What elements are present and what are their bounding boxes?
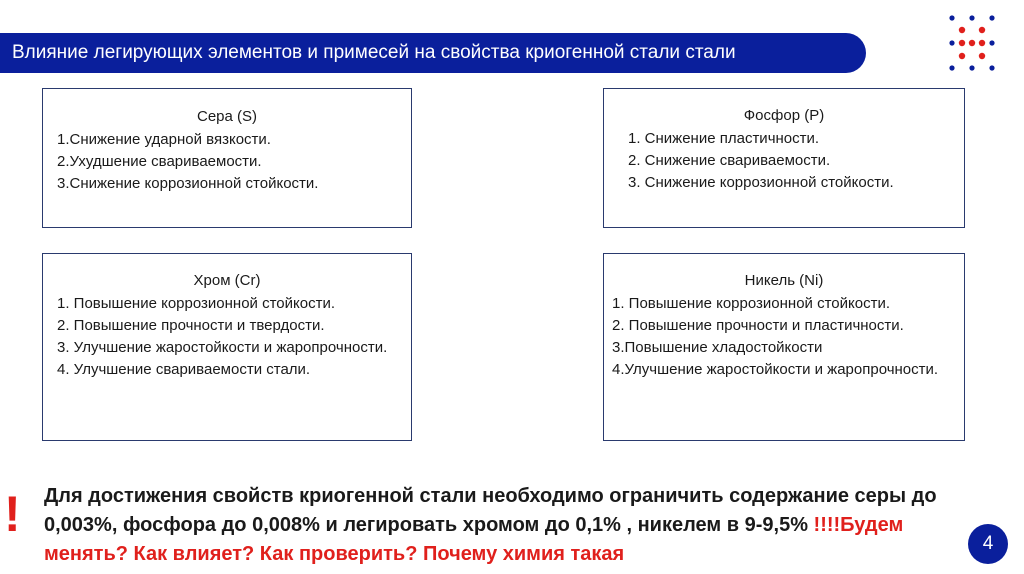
- list-item: 2. Повышение прочности и твердости.: [57, 317, 325, 334]
- list-item: 1. Повышение коррозионной стойкости.: [57, 295, 335, 312]
- list-item: 3. Улучшение жаростойкости и жаропрочности.: [57, 339, 388, 356]
- card-heading: Хром (Cr): [193, 272, 261, 289]
- conclusion-body: Для достижения свойств криогенной стали необходимо ограничить содержание серы до 0,003%, фосфора до 0,008% и легировать хромом до 0,1% , никелем в 9-9,5%: [44, 485, 937, 536]
- conclusion-text: [44, 482, 944, 569]
- list-item: 3.Повышение хладостойкости: [612, 339, 823, 356]
- list-item: 2. Повышение прочности и пластичности.: [612, 317, 904, 334]
- phosphorus-card: [603, 88, 965, 228]
- list-item: 2.Ухудшение свариваемости.: [57, 153, 262, 170]
- list-item: 1. Повышение коррозионной стойкости.: [612, 295, 890, 312]
- dotted-h-logo-icon: [946, 14, 998, 72]
- card-heading: Никель (Ni): [744, 272, 824, 289]
- list-item: 3. Снижение коррозионной стойкости.: [628, 174, 894, 191]
- list-item: 1. Снижение пластичности.: [628, 130, 820, 147]
- card-heading: Фосфор (Р): [743, 107, 825, 124]
- list-item: 4. Улучшение свариваемости стали.: [57, 361, 311, 378]
- page-title: Влияние легирующих элементов и примесей на свойства криогенной стали стали: [12, 42, 736, 63]
- sulfur-card: [42, 88, 412, 228]
- card-heading: Сера (S): [196, 108, 258, 125]
- list-item: 2. Снижение свариваемости.: [628, 152, 831, 169]
- list-item: 1.Снижение ударной вязкости.: [57, 131, 271, 148]
- nickel-card: [603, 253, 965, 441]
- chromium-card: [42, 253, 412, 441]
- list-item: 4.Улучшение жаростойкости и жаропрочности.: [612, 361, 939, 378]
- title-bar: [0, 33, 866, 73]
- exclamation-mark: !: [4, 486, 21, 542]
- conclusion-highlight: !!!!Будем менять? Как влияет? Как проверить? Почему химия такая: [44, 514, 904, 565]
- list-item: 3.Снижение коррозионной стойкости.: [57, 175, 319, 192]
- page-number-badge: 4: [968, 524, 1008, 564]
